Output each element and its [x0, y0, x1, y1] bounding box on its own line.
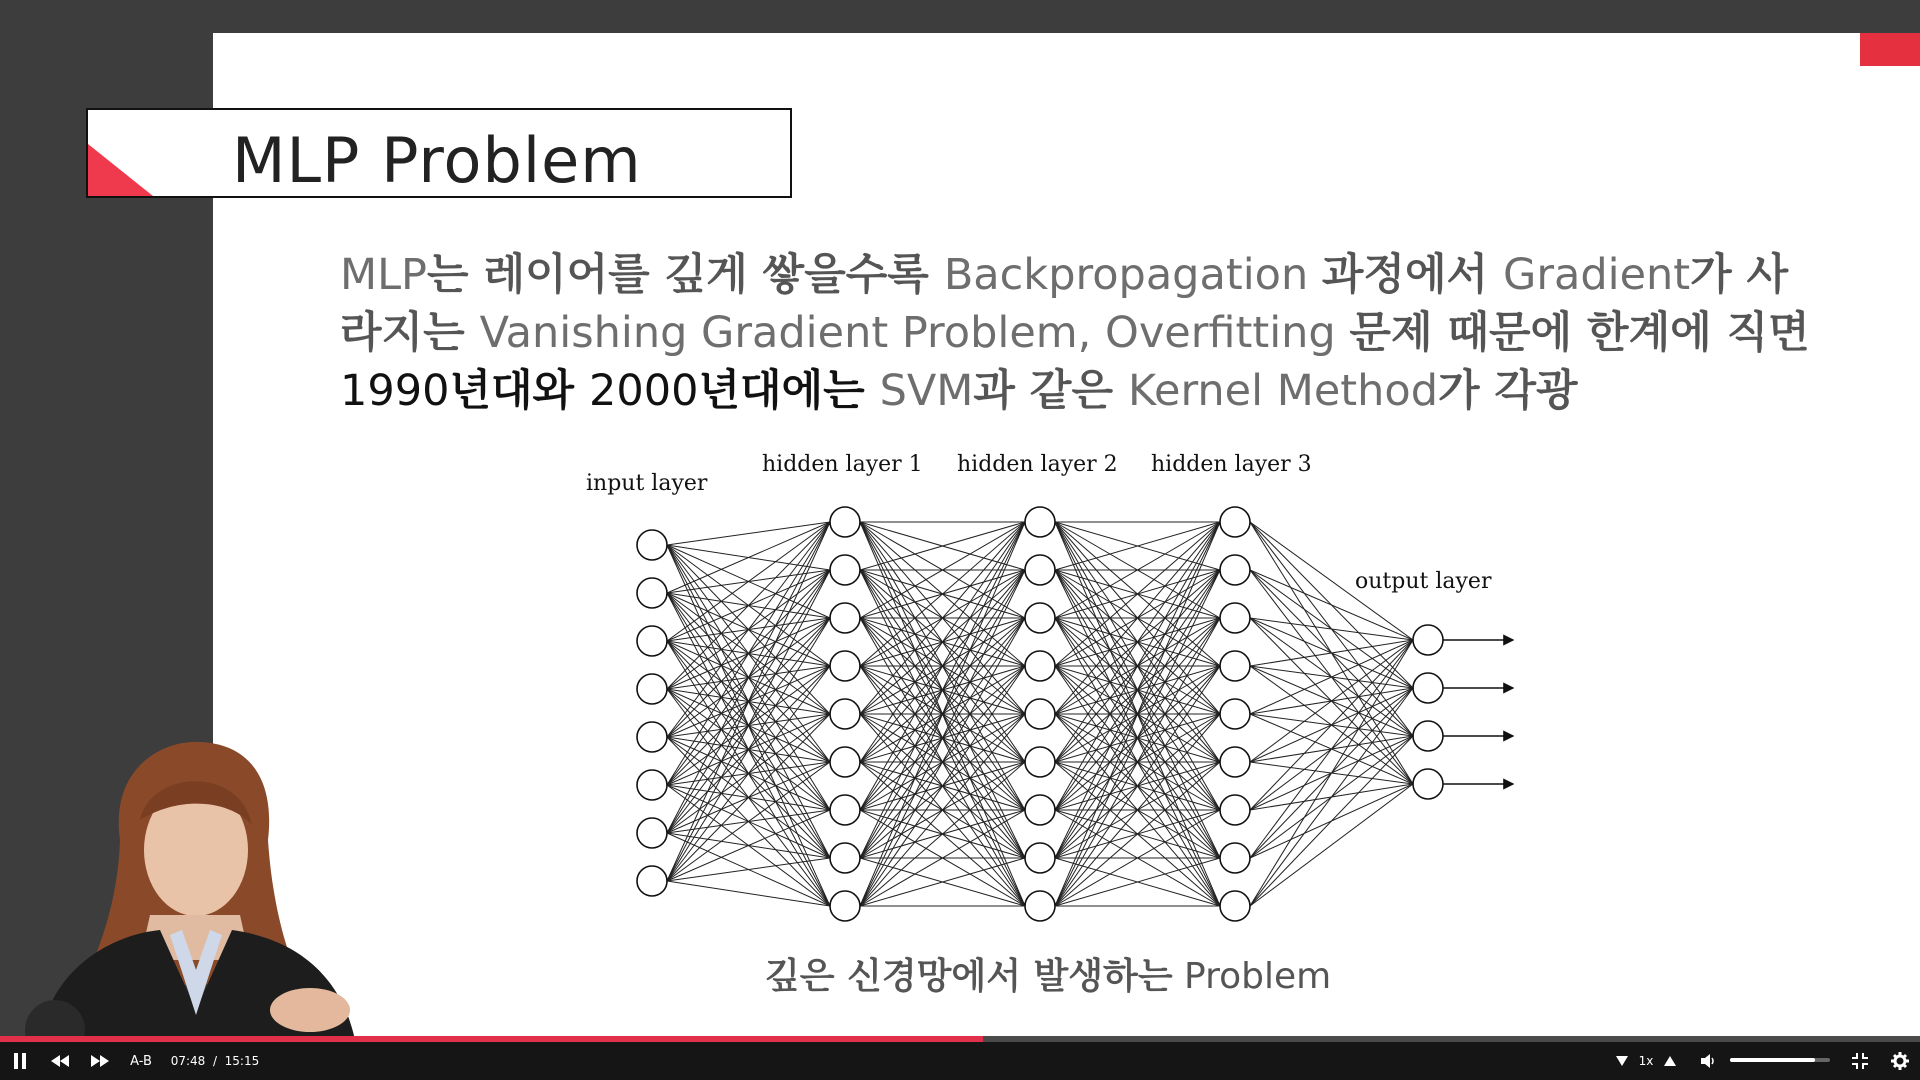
body-segment: 라지는: [340, 308, 480, 358]
diagram-neuron: [830, 555, 860, 585]
diagram-neuron: [637, 722, 667, 752]
label-output-layer: output layer: [1355, 569, 1492, 594]
diagram-edge: [667, 522, 830, 641]
diagram-neuron: [1025, 699, 1055, 729]
diagram-neuron: [830, 747, 860, 777]
diagram-neuron: [1025, 747, 1055, 777]
body-segment: Vanishing Gradient Problem, Overfitting: [479, 308, 1350, 358]
diagram-neuron: [830, 699, 860, 729]
speed-label: 1x: [1638, 1054, 1654, 1068]
diagram-neuron: [1025, 507, 1055, 537]
caption-rest: Problem: [1172, 956, 1332, 997]
body-segment: 과 같은: [973, 366, 1128, 416]
diagram-edge: [667, 762, 830, 881]
diagram-edge: [1250, 784, 1413, 906]
body-line-3: [340, 362, 1840, 420]
label-hidden-layer-1: hidden layer 1: [762, 452, 923, 477]
diagram-edge: [667, 810, 830, 881]
diagram-neuron: [1025, 795, 1055, 825]
time-display: [170, 1042, 260, 1080]
diagram-neuron: [637, 626, 667, 656]
diagram-edge: [667, 522, 830, 545]
diagram-neuron: [830, 507, 860, 537]
diagram-edge: [1250, 640, 1413, 762]
diagram-edge: [667, 522, 830, 737]
diagram-neuron: [1025, 603, 1055, 633]
diagram-neuron: [1220, 747, 1250, 777]
body-line-2: [340, 304, 1840, 362]
diagram-neuron: [1025, 555, 1055, 585]
diagram-neuron: [637, 674, 667, 704]
body-segment: 는 레이어를 깊게 쌓을수록: [427, 250, 944, 300]
rewind-icon: [51, 1055, 69, 1067]
ab-repeat-button[interactable]: A-B: [130, 1053, 152, 1069]
diagram-neuron: [1413, 673, 1443, 703]
diagram-edge: [667, 522, 830, 593]
rewind-button[interactable]: [46, 1042, 74, 1080]
diagram-neuron: [1220, 795, 1250, 825]
diagram-edge: [667, 714, 830, 881]
diagram-edge: [667, 570, 830, 881]
diagram-neuron: [1025, 891, 1055, 921]
diagram-edge: [667, 522, 830, 833]
volume-button[interactable]: [1696, 1042, 1722, 1080]
body-segment: Gradient: [1503, 250, 1691, 300]
diagram-edge: [667, 618, 830, 881]
slide-body-text: [340, 246, 1840, 420]
diagram-neuron: [1025, 651, 1055, 681]
fast-forward-icon: [91, 1055, 109, 1067]
diagram-neuron: [637, 530, 667, 560]
diagram-neuron: [1220, 843, 1250, 873]
diagram-neuron: [1413, 769, 1443, 799]
gear-icon: [1891, 1052, 1909, 1070]
body-segment: 년대에는: [698, 366, 880, 416]
diagram-edge: [667, 666, 830, 881]
label-hidden-layer-2: hidden layer 2: [957, 452, 1118, 477]
diagram-caption: [765, 948, 1331, 999]
diagram-edge: [667, 881, 830, 906]
body-segment: Backpropagation: [943, 250, 1322, 300]
diagram-edge: [667, 522, 830, 785]
speed-up-button[interactable]: [1658, 1042, 1682, 1080]
diagram-neuron: [830, 603, 860, 633]
diagram-neuron: [637, 818, 667, 848]
body-segment: 가 사: [1690, 250, 1789, 300]
diagram-neuron: [637, 770, 667, 800]
diagram-neuron: [1220, 891, 1250, 921]
diagram-edge: [667, 522, 830, 689]
diagram-edge: [1250, 736, 1413, 906]
diagram-edge: [1250, 688, 1413, 906]
diagram-neuron: [637, 578, 667, 608]
body-segment: MLP: [340, 250, 427, 300]
diagram-neuron: [1220, 507, 1250, 537]
exit-fullscreen-icon: [1852, 1053, 1868, 1069]
pause-icon: [12, 1052, 28, 1070]
diagram-output-arrows: [1443, 640, 1513, 784]
diagram-edge: [667, 858, 830, 881]
body-segment: 1990: [340, 366, 450, 416]
pause-button[interactable]: [6, 1042, 34, 1080]
fast-forward-button[interactable]: [86, 1042, 114, 1080]
label-input-layer: input layer: [586, 471, 708, 496]
diagram-neuron: [830, 891, 860, 921]
diagram-neuron: [1220, 555, 1250, 585]
speed-down-button[interactable]: [1610, 1042, 1634, 1080]
body-segment: 년대와: [449, 366, 590, 416]
neural-network-diagram: [560, 440, 1540, 940]
diagram-neuron: [830, 843, 860, 873]
body-segment: 가 각광: [1438, 366, 1578, 416]
exit-fullscreen-button[interactable]: [1846, 1042, 1874, 1080]
title-box: [86, 108, 792, 198]
slide-title: MLP Problem: [232, 124, 642, 197]
diagram-neuron: [830, 651, 860, 681]
label-hidden-layer-3: hidden layer 3: [1151, 452, 1312, 477]
speed-down-icon: [1616, 1056, 1628, 1066]
caption-bold: 깊은 신경망에서 발생하는: [765, 956, 1173, 997]
volume-slider-level: [1730, 1058, 1815, 1062]
body-segment: 문제 때문에 한계에 직면: [1349, 308, 1810, 358]
volume-icon: [1701, 1054, 1717, 1068]
title-triangle-decoration: [88, 144, 158, 198]
time-separator: /: [212, 1054, 218, 1068]
diagram-neuron: [1413, 721, 1443, 751]
body-segment: Kernel Method: [1127, 366, 1438, 416]
diagram-neuron: [1413, 625, 1443, 655]
body-line-1: [340, 246, 1840, 304]
diagram-neuron: [1220, 603, 1250, 633]
presenter-video: [0, 730, 380, 1040]
diagram-edge: [1250, 640, 1413, 858]
body-segment: SVM: [879, 366, 974, 416]
player-controls: [0, 1042, 1920, 1080]
diagram-neuron: [1220, 699, 1250, 729]
diagram-neuron: [830, 795, 860, 825]
diagram-neuron: [637, 866, 667, 896]
speed-up-icon: [1664, 1056, 1676, 1066]
diagram-edge: [667, 522, 830, 881]
current-time: 07:48: [170, 1054, 206, 1068]
body-segment: 2000: [589, 366, 699, 416]
diagram-neuron: [1220, 651, 1250, 681]
diagram-neuron: [1025, 843, 1055, 873]
corner-accent: [1860, 33, 1920, 66]
volume-slider[interactable]: [1730, 1058, 1830, 1062]
settings-button[interactable]: [1886, 1042, 1914, 1080]
duration: 15:15: [224, 1054, 260, 1068]
diagram-edge: [1250, 640, 1413, 666]
body-segment: 과정에서: [1321, 250, 1503, 300]
